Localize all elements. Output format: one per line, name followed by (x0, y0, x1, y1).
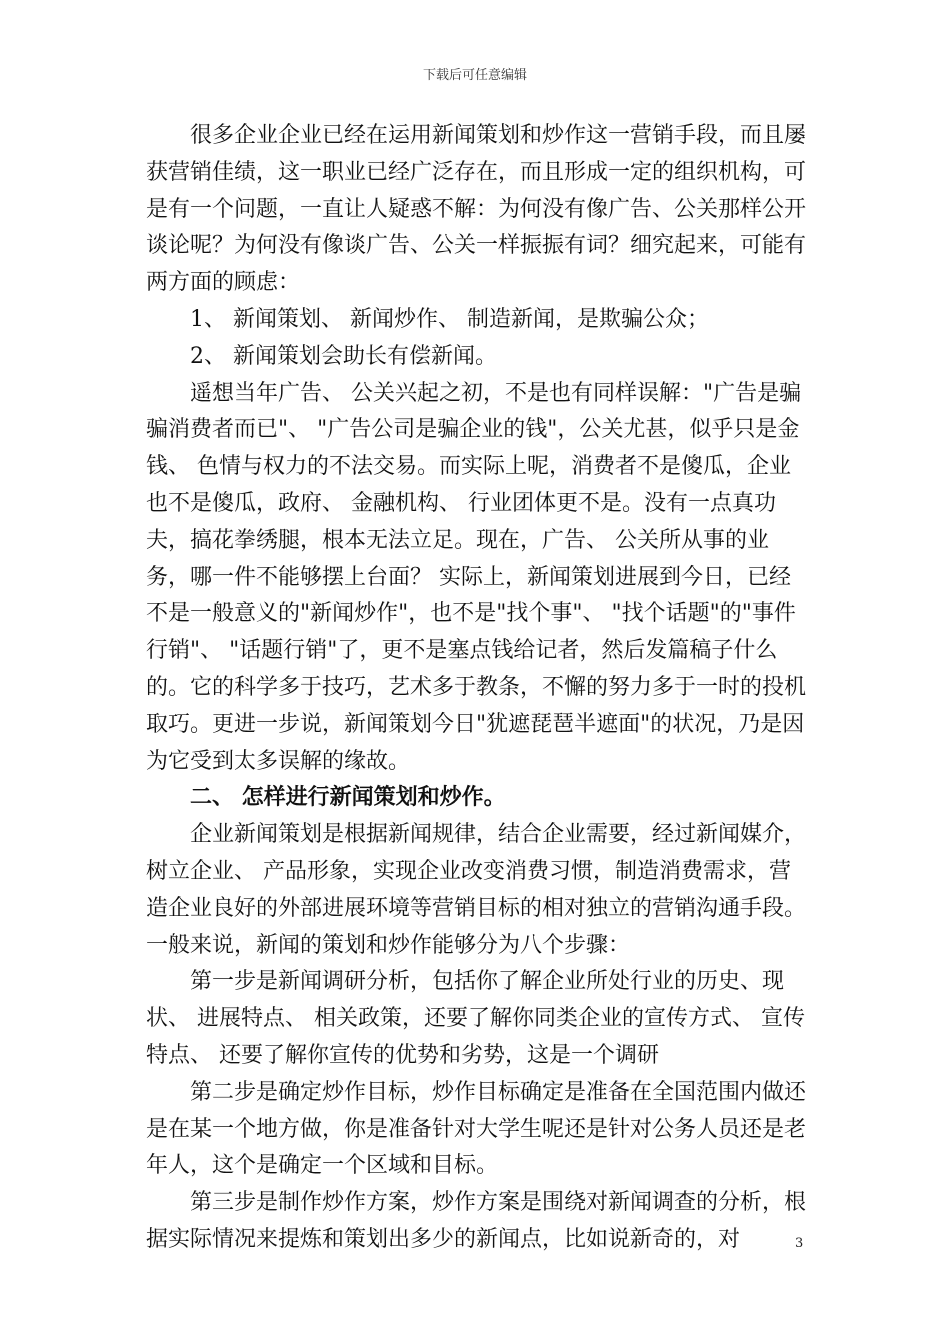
paragraph-step-1: 第一步是新闻调研分析，包括你了解企业所处行业的历史、现状、 进展特点、 相关政策，还要了解你同类企业的宣传方式、 宣传特点、 还要了解你宣传的优势和劣势，这是一个调研 (146, 969, 805, 1068)
paragraph-step-2: 第二步是确定炒作目标，炒作目标确定是准备在全国范围内做还是在某一个地方做，你是准备针对大学生呢还是针对公务人员还是老年人，这个是确定一个区域和目标。 (146, 1079, 807, 1179)
page-header: 下载后可任意编辑 (422, 68, 527, 83)
document-body (146, 118, 810, 1259)
paragraph-intro: 很多企业企业已经在运用新闻策划和炒作这一营销手段，而且屡获营销佳绩，这一职业已经广泛存在，而且形成一定的组织机构，可是有一个问题，一直让人疑惑不解：为何没有像广告、公关那样公开谈论呢？为何没有像谈广告、公关一样振振有词？细究起来，可能有两方面的顾虑： (146, 123, 807, 296)
paragraph-misunderstanding: 遥想当年广告、 公关兴起之初，不是也有同样误解："广告是骗骗消费者而已"、 "广告公司是骗企业的钱"，公关尤甚，似乎只是金钱、 色情与权力的不法交易。而实际上呢，消费者不是傻瓜，企业也不是傻瓜，政府、 金融机构、 行业团体更不是。没有一点真功夫，搞花拳绣腿，根本无法立足。现在，广告、 公关所从事的业务，哪一件不能够摆上台面？ 实际上，新闻策划进展到今日，已经不是一般意义的"新闻炒作"，也不是"找个事"、 "找个话题"的"事件行销"、 "话题行销"了，更不是塞点钱给记者，然后发篇稿子什么的。它的科学多于技巧，艺术多于教条，不懈的努力多于一时的投机取巧。更进一步说，新闻策划今日"犹遮琵琶半遮面"的状况，乃是因为它受到太多误解的缘故。 (146, 380, 807, 774)
paragraph-step-3: 第三步是制作炒作方案，炒作方案是围绕对新闻调查的分析，根据实际情况来提炼和策划出多少的新闻点，比如说新奇的，对 (146, 1190, 807, 1252)
section-heading: 二、 怎样进行新闻策划和炒作。 (190, 785, 506, 811)
page-number: 3 (795, 1236, 804, 1251)
paragraph-definition: 企业新闻策划是根据新闻规律，结合企业需要，经过新闻媒介，树立企业、 产品形象，实现企业改变消费习惯，制造消费需求，营造企业良好的外部进展环境等营销目标的相对独立的营销沟通手段。一般来说，新闻的策划和炒作能够分为八个步骤： (146, 822, 807, 958)
list-item-2: 2、 新闻策划会助长有偿新闻。 (190, 343, 497, 369)
list-item-1: 1、 新闻策划、 新闻炒作、 制造新闻，是欺骗公众； (190, 306, 709, 332)
